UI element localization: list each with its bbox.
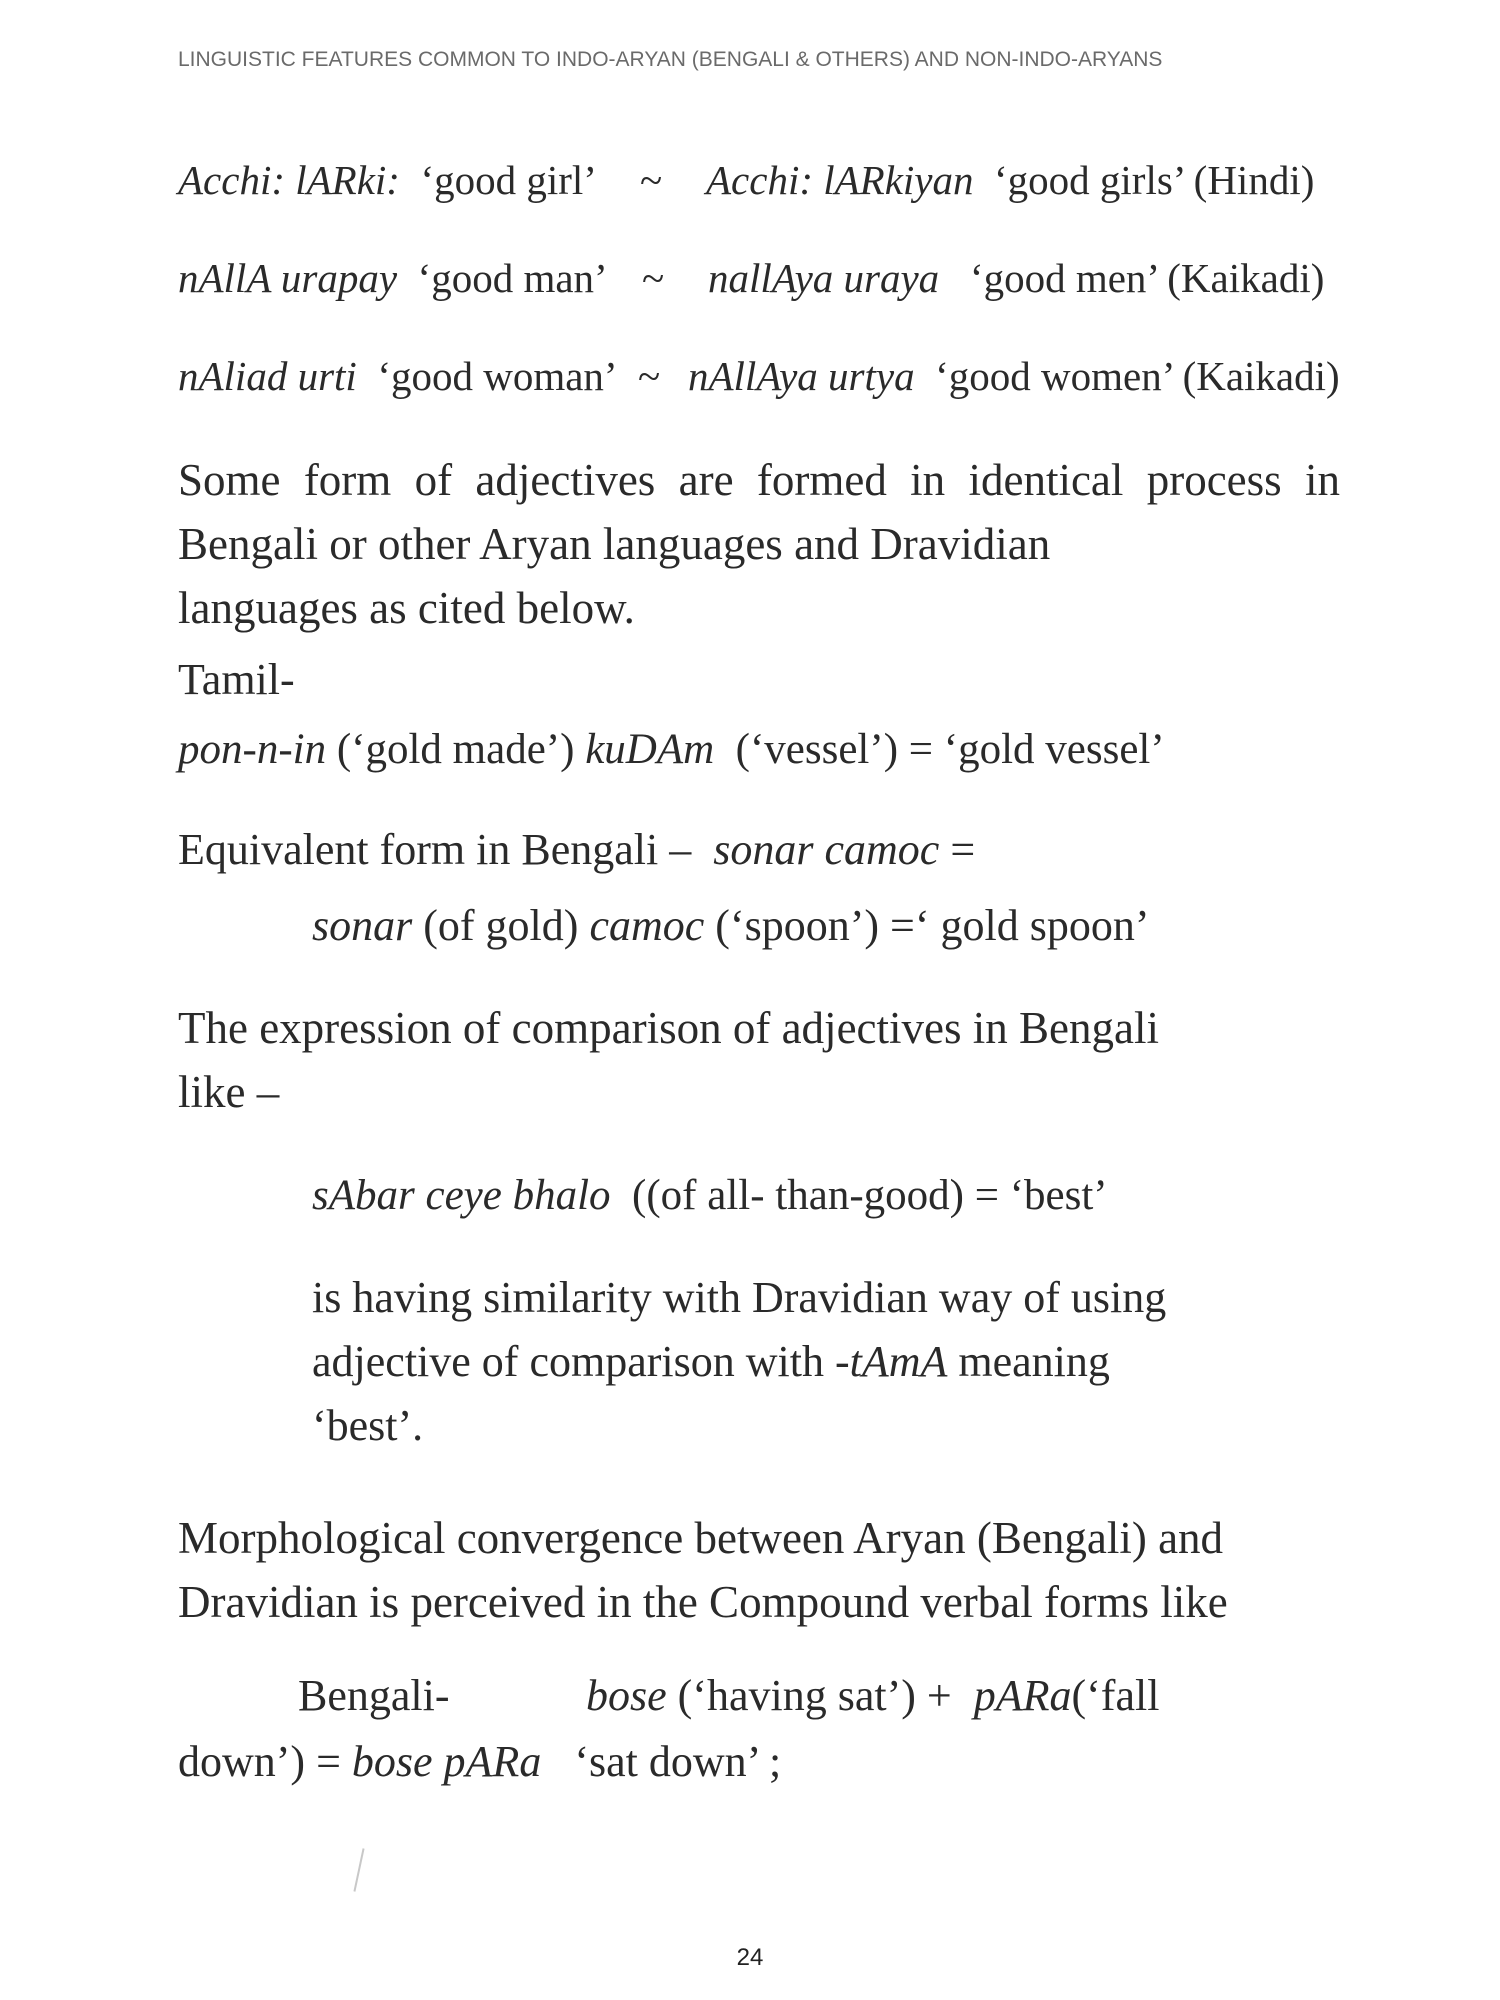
para-comparison-line: like – <box>178 1067 280 1117</box>
para-line: Bengali or other Aryan languages and Dravidian <box>178 519 1051 569</box>
tamil-word: pon-n-in <box>178 726 327 773</box>
example-row-target <box>708 255 1325 301</box>
tamil-label: Tamil- <box>178 655 295 704</box>
example-row <box>178 353 618 399</box>
tamil-gloss: (‘vessel’) = ‘gold vessel’ <box>735 726 1165 773</box>
stray-pen-mark <box>353 1848 364 1891</box>
example-separator: ~ <box>638 353 661 399</box>
bengali-word: sonar <box>312 901 413 950</box>
verbal-word: bose pARa <box>351 1737 542 1786</box>
tamil-example <box>178 728 1165 771</box>
example-source: nAllA urapay <box>178 255 398 301</box>
example-row-target <box>688 353 1340 399</box>
verbal-gloss: (‘having sat’) + <box>677 1671 952 1720</box>
example-row <box>178 255 608 301</box>
para-line: languages as cited below. <box>178 583 635 633</box>
bengali-word: sonar camoc <box>713 825 940 874</box>
bengali-gloss: (of gold) <box>423 901 579 950</box>
running-header: LINGUISTIC FEATURES COMMON TO INDO-ARYAN (BENGALI & OTHERS) AND NON-INDO-ARYANS <box>178 48 1163 71</box>
example-row <box>178 157 597 203</box>
verbal-gloss: down’) = <box>178 1737 341 1786</box>
tamil-word: kuDAm <box>585 726 715 773</box>
example-target: Acchi: lARkiyan <box>706 157 974 203</box>
example-target-gloss: ‘good men’ (Kaikadi) <box>969 255 1325 301</box>
comparison-gloss: ((of all- than-good) = ‘best’ <box>632 1172 1108 1219</box>
example-source: Acchi: lARki: <box>178 157 400 203</box>
suffix-word: -tAmA <box>834 1337 948 1386</box>
para-text: meaning <box>958 1337 1110 1386</box>
example-separator: ~ <box>640 157 663 203</box>
example-target-gloss: ‘good women’ (Kaikadi) <box>935 353 1340 399</box>
para-similarity-line: ‘best’. <box>312 1401 424 1450</box>
bengali-gloss-line <box>312 901 1150 950</box>
para-line: Dravidian is perceived in the Compound verbal forms like <box>178 1577 1228 1627</box>
tamil-gloss: (‘gold made’) <box>336 726 575 773</box>
comparison-example <box>312 1174 1108 1217</box>
example-gloss: ‘good woman’ <box>377 353 618 399</box>
verbal-gloss: (‘fall <box>1071 1671 1160 1720</box>
equals: = <box>950 825 976 874</box>
verbal-example <box>586 1671 1160 1720</box>
page-number: 24 <box>736 1944 764 1971</box>
comparison-word: sAbar ceye bhalo <box>312 1172 611 1219</box>
verbal-gloss: ‘sat down’ ; <box>574 1737 782 1786</box>
example-gloss: ‘good man’ <box>417 255 608 301</box>
example-target-gloss: ‘good girls’ (Hindi) <box>994 157 1315 203</box>
para-similarity-line: is having similarity with Dravidian way of using <box>312 1273 1167 1322</box>
example-target: nallAya uraya <box>708 255 940 301</box>
example-target: nAllAya urtya <box>688 353 915 399</box>
verbal-word: bose <box>586 1671 667 1720</box>
paragraph-adjective-formation <box>178 448 1340 640</box>
para-comparison-line: The expression of comparison of adjectives in Bengali <box>178 1003 1159 1053</box>
example-separator: ~ <box>642 255 665 301</box>
example-row-target <box>706 157 1315 203</box>
equivalent-label: Equivalent form in Bengali – <box>178 825 692 874</box>
example-source: nAliad urti <box>178 353 357 399</box>
bengali-gloss: (‘spoon’) =‘ gold spoon’ <box>715 901 1150 950</box>
para-text: adjective of comparison with <box>312 1337 824 1386</box>
para-line: Some form of adjectives are formed in identical process in <box>178 455 1340 505</box>
para-line: Morphological convergence between Aryan (Bengali) and <box>178 1513 1224 1563</box>
bengali-equivalent <box>178 825 976 874</box>
verbal-label: Bengali- <box>298 1671 450 1720</box>
verbal-word: pARa <box>973 1671 1072 1720</box>
verbal-example-cont <box>178 1737 782 1786</box>
example-gloss: ‘good girl’ <box>420 157 597 203</box>
bengali-word: camoc <box>589 901 705 950</box>
paragraph-morphological <box>178 1506 1340 1634</box>
para-similarity-line <box>312 1337 1110 1386</box>
